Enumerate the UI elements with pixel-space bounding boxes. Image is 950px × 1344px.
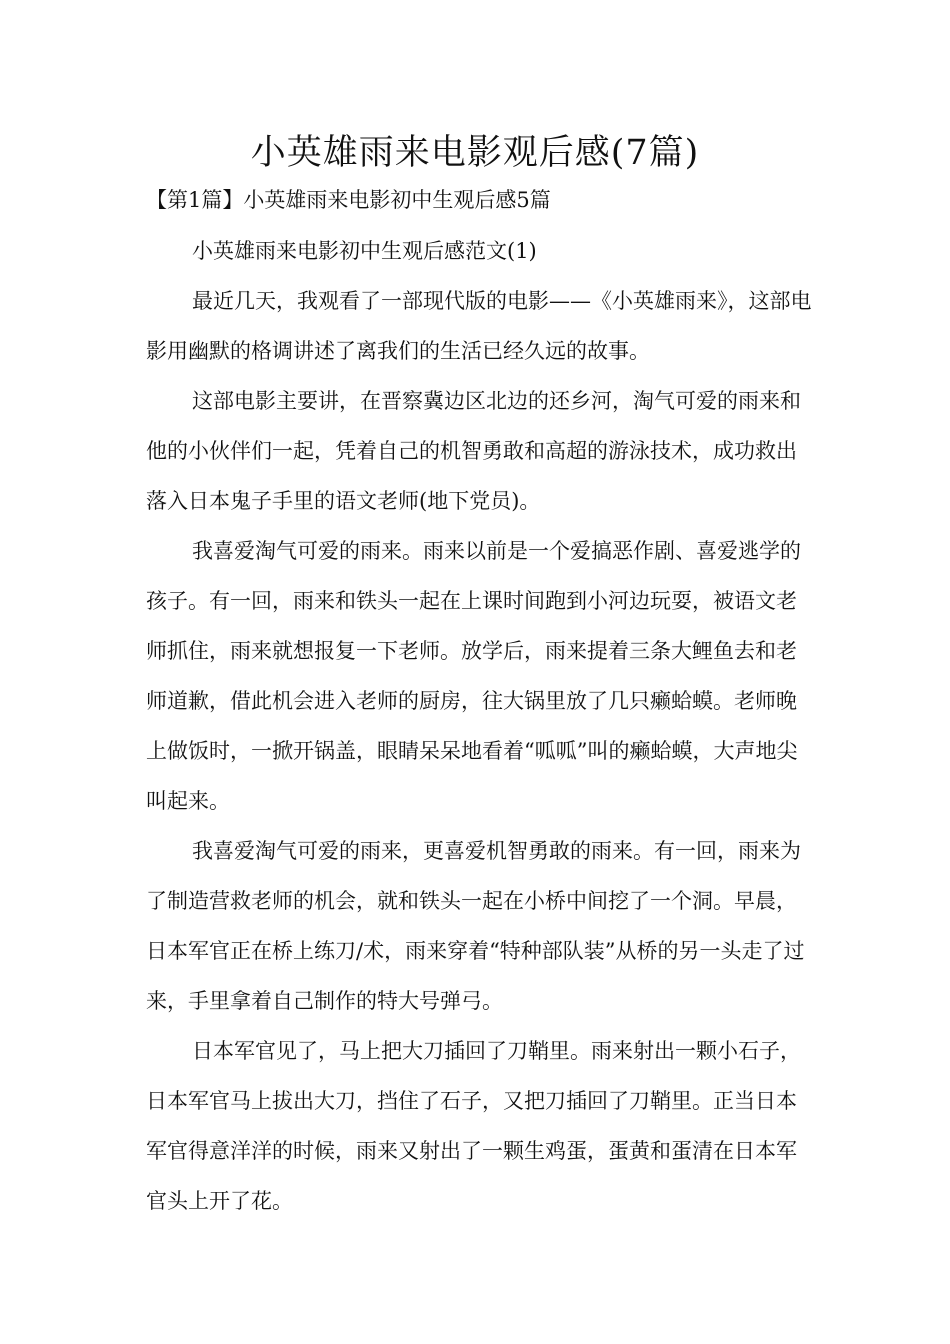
document-title: 小英雄雨来电影观后感(7篇) (250, 133, 700, 173)
section-heading: 【第1篇】小英雄雨来电影初中生观后感5篇 (146, 188, 551, 212)
document-body (146, 226, 814, 1226)
paragraph: 日本军官见了，马上把大刀插回了刀鞘里。雨来射出一颗小石子，日本军官马上拔出大刀，挡住了石子，又把刀插回了刀鞘里。正当日本军官得意洋洋的时候，雨来又射出了一颗生鸡蛋，蛋黄和蛋清在日本军官头上开了花。 (146, 1039, 801, 1213)
paragraph: 这部电影主要讲，在晋察冀边区北边的还乡河，淘气可爱的雨来和他的小伙伴们一起，凭着自己的机智勇敢和高超的游泳技术，成功救出落入日本鬼子手里的语文老师(地下党员)。 (146, 389, 801, 513)
paragraph: 最近几天，我观看了一部现代版的电影——《小英雄雨来》，这部电影用幽默的格调讲述了离我们的生活已经久远的故事。 (146, 289, 812, 363)
paragraph: 我喜爱淘气可爱的雨来。雨来以前是一个爱搞恶作剧、喜爱逃学的孩子。有一回，雨来和铁头一起在上课时间跑到小河边玩耍，被语文老师抓住，雨来就想报复一下老师。放学后，雨来提着三条大鲤鱼去和老师道歉，借此机会进入老师的厨房，往大锅里放了几只癞蛤蟆。老师晚上做饭时，一掀开锅盖，眼睛呆呆地看着“呱呱”叫的癞蛤蟆，大声地尖叫起来。 (146, 539, 801, 813)
paragraph: 我喜爱淘气可爱的雨来，更喜爱机智勇敢的雨来。有一回，雨来为了制造营救老师的机会，就和铁头一起在小桥中间挖了一个洞。早晨，日本军官正在桥上练刀/术，雨来穿着“特种部队装”从桥的另一头走了过来，手里拿着自己制作的特大号弹弓。 (146, 839, 805, 1013)
article-subtitle: 小英雄雨来电影初中生观后感范文(1) (192, 239, 537, 263)
